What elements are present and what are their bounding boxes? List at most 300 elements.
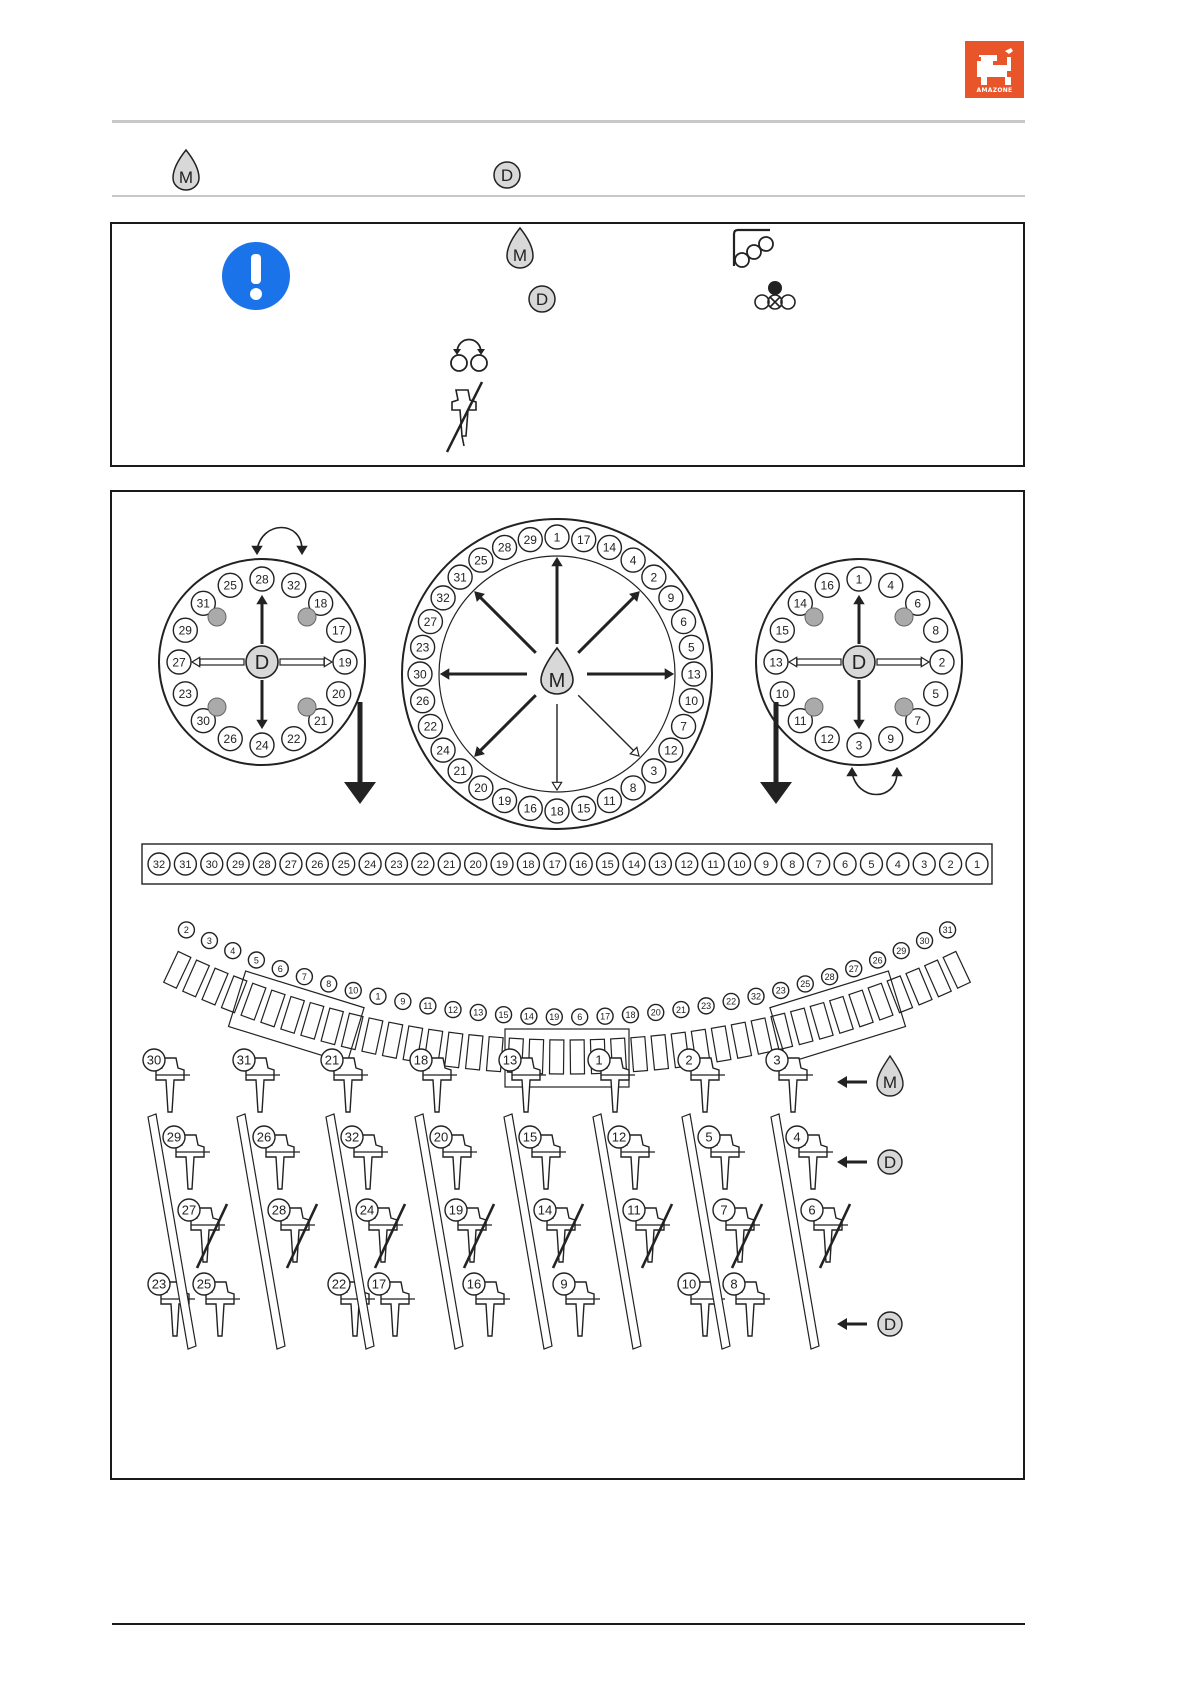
outlet-row-number-label: 1: [973, 858, 981, 871]
arc-number: [345, 982, 361, 998]
outlet-row-number-label: 15: [601, 858, 614, 871]
center-head-outlet-label: 6: [680, 614, 687, 629]
coulter-number-label: 4: [793, 1129, 801, 1145]
coulter-number: [356, 1199, 378, 1221]
right-head-outlet-label: 4: [887, 578, 895, 593]
legend-d-row2-arrow-head: [837, 1156, 847, 1168]
notice-box: [110, 222, 1025, 467]
arc-number-label: 23: [775, 985, 786, 996]
center-head-outlet: [672, 610, 696, 634]
left-closed-outlet: [208, 608, 226, 626]
outlet-row-number: [544, 853, 566, 875]
legend-d-row2-label: D: [883, 1153, 897, 1172]
center-head-outlet: [621, 548, 645, 572]
arc-number: [521, 1008, 537, 1024]
center-head-outlet: [469, 776, 493, 800]
outlet-row-number: [702, 853, 724, 875]
arc-number: [496, 1007, 512, 1023]
outlet-row-number-label: 20: [469, 858, 482, 871]
coulter-number-label: 29: [166, 1129, 182, 1145]
outlet-row-number-label: 17: [548, 858, 561, 871]
distributor-head-diagram: [112, 492, 1023, 1478]
amazone-logo: [965, 41, 1024, 98]
coulter-number: [766, 1049, 788, 1071]
coulter-number: [519, 1126, 541, 1148]
outlet-row-number-label: 8: [789, 858, 796, 871]
coulter-number-label: 8: [730, 1276, 738, 1292]
right-head-outlet: [764, 650, 788, 674]
outlet-row-number: [227, 853, 249, 875]
coulter-number: [608, 1126, 630, 1148]
right-head-outlet: [879, 727, 903, 751]
right-head-outlet-label: 5: [932, 687, 940, 702]
coulter-number-label: 23: [151, 1276, 167, 1292]
right-swap-arrow-a: [847, 768, 856, 776]
center-head-outlet-label: 23: [415, 640, 430, 655]
right-head-outlet-label: 16: [820, 578, 834, 593]
arc-number-label: 26: [872, 955, 883, 966]
right-head-outlet-label: 12: [820, 732, 834, 747]
coulter-number: [368, 1273, 390, 1295]
coulter-number: [723, 1273, 745, 1295]
outlet-row-number: [834, 853, 856, 875]
outlet-row-number: [649, 853, 671, 875]
arc-number: [420, 998, 436, 1014]
outlet-row-number: [280, 853, 302, 875]
left-head-outlet: [327, 618, 351, 642]
left-head-outlet: [218, 573, 242, 597]
coulter-number: [534, 1199, 556, 1221]
coulter-slot: [362, 1018, 383, 1054]
outlet-row-number: [940, 853, 962, 875]
left-head-outlet-label: 31: [196, 596, 210, 611]
outlet-row-number: [570, 853, 592, 875]
coulter-number: [233, 1049, 255, 1071]
center-head-outlet-label: 21: [453, 764, 467, 779]
outlet-row-number-label: 31: [179, 858, 192, 871]
center-head-outlet-label: 8: [629, 781, 637, 796]
right-closed-outlet: [805, 698, 823, 716]
outlet-row-number-label: 16: [575, 858, 588, 871]
legend-d-row4-label: D: [883, 1315, 897, 1334]
coulter-number-label: 15: [522, 1129, 538, 1145]
center-head-outlet-label: 16: [523, 801, 537, 816]
coulter-number-label: 5: [705, 1129, 713, 1145]
outlet-row-number: [913, 853, 935, 875]
center-head-outlet-label: 29: [523, 532, 537, 547]
coulter-number: [588, 1049, 610, 1071]
notice-m-label: M: [512, 246, 528, 265]
right-swap-arrow-b: [892, 768, 901, 776]
arc-number-label: 4: [230, 945, 236, 956]
coulter-slot: [321, 1008, 343, 1044]
swap-outlets-icon: [448, 330, 492, 374]
coulter-number-label: 14: [537, 1202, 553, 1218]
coulter-slot: [751, 1018, 772, 1054]
right-head-outlet-label: 11: [794, 714, 807, 729]
center-head-outlet-label: 13: [687, 667, 701, 682]
arc-number-label: 8: [326, 979, 332, 990]
arc-number: [698, 998, 714, 1014]
outlet-row-number-label: 13: [654, 858, 667, 871]
right-head-outlet-label: 14: [793, 596, 807, 611]
outlet-row-number-label: 19: [495, 858, 509, 871]
coulter-number-label: 30: [146, 1052, 162, 1068]
left-head-outlet-label: 20: [332, 687, 346, 702]
arc-number-label: 6: [277, 963, 283, 974]
center-head-outlet: [679, 689, 703, 713]
legend-d-row2: [878, 1150, 902, 1174]
center-head-outlet: [545, 799, 569, 823]
arc-number-label: 6: [577, 1012, 583, 1023]
legend-m: [877, 1056, 903, 1096]
coulter-number-label: 25: [196, 1276, 212, 1292]
coulter-number: [253, 1126, 275, 1148]
outlet-row-number-label: 5: [868, 858, 875, 871]
coulter-slot: [382, 1022, 402, 1058]
right-head-outlet-label: 10: [775, 687, 789, 702]
left-head-outlet: [173, 618, 197, 642]
center-head-outlet: [518, 796, 542, 820]
right-head-center: [843, 646, 875, 678]
outlet-row-number-label: 11: [707, 858, 719, 871]
coulter-slot: [241, 983, 266, 1020]
coulter-number: [341, 1126, 363, 1148]
left-swap-arrow-a: [252, 546, 261, 554]
coulter-slot: [445, 1032, 463, 1067]
center-head-outlet: [418, 714, 442, 738]
right-head-outlet-label: 7: [914, 714, 922, 729]
center-head-outlet-label: 18: [550, 804, 564, 819]
left-head-outlet-label: 30: [196, 714, 210, 729]
coulter-slot: [731, 1022, 751, 1058]
coulter-number: [410, 1049, 432, 1071]
diagram-box: [110, 490, 1025, 1480]
footer-rule: [112, 1623, 1025, 1625]
coulter-number: [463, 1273, 485, 1295]
right-head-outlet-label: 6: [914, 596, 922, 611]
center-head-outlet: [545, 525, 569, 549]
arc-number: [296, 969, 312, 985]
coulter-number: [786, 1126, 808, 1148]
arc-number-label: 12: [448, 1004, 459, 1015]
arc-number-label: 32: [751, 991, 762, 1002]
arc-number: [893, 943, 909, 959]
right-head-outlet: [770, 618, 794, 642]
coulter-number-label: 11: [627, 1202, 641, 1218]
left-head-outlet: [167, 650, 191, 674]
center-head-outlet-label: 14: [602, 540, 617, 555]
coulter-number: [268, 1199, 290, 1221]
outlet-row-number-label: 12: [680, 858, 693, 871]
coulter-slot: [570, 1040, 584, 1074]
arc-number: [321, 976, 337, 992]
outlet-row-number-label: 24: [363, 858, 377, 871]
arc-number: [870, 952, 886, 968]
coulter-number: [678, 1273, 700, 1295]
outlet-row-number: [306, 853, 328, 875]
outlet-row-number: [174, 853, 196, 875]
outlet-row-number: [465, 853, 487, 875]
coulter-number-label: 10: [681, 1276, 697, 1292]
left-head-outlet-label: 25: [223, 578, 237, 593]
left-closed-outlet: [208, 698, 226, 716]
center-head-outlet-label: 31: [453, 570, 467, 585]
outlet-row-number-label: 30: [205, 858, 218, 871]
outlet-row-number: [148, 853, 170, 875]
left-head-center: [246, 646, 278, 678]
coulter-slot: [791, 1008, 813, 1044]
center-head-outlet-label: 15: [577, 801, 591, 816]
coulter-slot: [281, 997, 305, 1034]
left-head-outlet: [282, 573, 306, 597]
header-rule: [112, 120, 1025, 123]
coulter-slot: [810, 1003, 833, 1040]
center-head-outlet-label: 24: [436, 743, 450, 758]
outlet-row-number-label: 10: [733, 858, 746, 871]
coulter-disabled-icon: [442, 380, 492, 454]
arc-number-label: 5: [253, 955, 259, 966]
outlet-row-number: [597, 853, 619, 875]
center-head-outlet-label: 25: [474, 553, 488, 568]
arc-number-label: 7: [301, 971, 307, 982]
left-closed-outlet: [298, 608, 316, 626]
left-head-center-label: D: [254, 652, 270, 674]
right-swap-arc: [852, 772, 897, 795]
coulter-number-label: 32: [344, 1129, 360, 1145]
left-head-outlet: [282, 727, 306, 751]
center-head-outlet: [448, 565, 472, 589]
arc-number-label: 22: [726, 996, 737, 1007]
right-head-outlet: [815, 727, 839, 751]
left-closed-outlet: [298, 698, 316, 716]
coulter-number: [553, 1273, 575, 1295]
left-head-outlet-label: 32: [287, 578, 301, 593]
left-swap-arc: [257, 528, 302, 551]
center-head-outlet: [448, 759, 472, 783]
coulter-number-label: 19: [448, 1202, 464, 1218]
center-head-outlet: [659, 586, 683, 610]
outlet-row-number-label: 29: [232, 858, 245, 871]
center-head-outlet: [469, 548, 493, 572]
right-head-outlet-label: 13: [769, 655, 783, 670]
coulter-number: [801, 1199, 823, 1221]
arc-number-label: 20: [650, 1007, 661, 1018]
center-head-outlet: [411, 635, 435, 659]
arc-number-label: 15: [498, 1009, 509, 1020]
center-head-outlet: [679, 635, 703, 659]
center-head-outlet: [493, 535, 517, 559]
center-head-outlet: [642, 759, 666, 783]
outlet-row-number: [623, 853, 645, 875]
left-head-outlet-label: 27: [172, 655, 186, 670]
center-head-outlet: [621, 776, 645, 800]
center-head-outlet: [659, 738, 683, 762]
right-head-center-label: D: [851, 652, 867, 674]
coulter-number-label: 18: [413, 1052, 429, 1068]
coulter-number: [178, 1199, 200, 1221]
coulter-number-label: 12: [611, 1129, 627, 1145]
outlet-row-number: [729, 853, 751, 875]
left-head-outlet: [327, 682, 351, 706]
coulter-slot: [651, 1035, 668, 1070]
outlet-row-number: [808, 853, 830, 875]
right-head-outlet: [847, 567, 871, 591]
coulter-slot: [711, 1026, 731, 1062]
arc-number: [572, 1009, 588, 1025]
center-head-outlet: [411, 689, 435, 713]
left-head-outlet-label: 22: [287, 732, 301, 747]
coulter-slot: [849, 990, 873, 1027]
outlet-row-number-label: 7: [815, 858, 822, 871]
coulter-slot: [261, 990, 285, 1027]
arc-number: [940, 922, 956, 938]
center-head-outlet: [418, 610, 442, 634]
outlet-row-number: [359, 853, 381, 875]
center-head-outlet-label: 12: [664, 743, 678, 758]
right-head-outlet-label: 9: [887, 732, 895, 747]
outlet-row-number: [412, 853, 434, 875]
flow-arrow-head: [344, 782, 376, 804]
coulter-number-label: 28: [271, 1202, 287, 1218]
outlet-row-number-label: 4: [894, 858, 901, 871]
center-head-outlet: [431, 738, 455, 762]
center-head-outlet: [431, 586, 455, 610]
header-m-label: M: [178, 168, 194, 187]
left-spoke-right: [280, 659, 324, 665]
coulter-number-label: 22: [331, 1276, 347, 1292]
arc-number-label: 27: [848, 963, 859, 974]
outlet-row-number: [966, 853, 988, 875]
arc-number-label: 2: [183, 925, 189, 936]
attention-icon: [220, 240, 292, 312]
left-head-outlet-label: 24: [255, 738, 269, 753]
right-closed-outlet: [895, 608, 913, 626]
outlet-row-number-label: 2: [947, 858, 954, 871]
center-head-outlet-label: 3: [650, 764, 658, 779]
left-head-outlet-label: 26: [223, 732, 237, 747]
coulter-number: [623, 1199, 645, 1221]
outlet-row-number: [860, 853, 882, 875]
center-head-outlet-label: 30: [413, 667, 427, 682]
outlet-row-number-label: 25: [337, 858, 350, 871]
left-head-outlet: [333, 650, 357, 674]
left-head-outlet-label: 18: [314, 596, 328, 611]
coulter-number-label: 6: [808, 1202, 816, 1218]
center-head-outlet-label: 10: [684, 694, 699, 709]
arc-number: [395, 993, 411, 1009]
arc-number: [622, 1007, 638, 1023]
arc-number: [797, 976, 813, 992]
left-head-outlet-label: 17: [332, 623, 346, 638]
center-head-outlet-label: 28: [497, 540, 512, 555]
outlet-row-number: [333, 853, 355, 875]
outlet-row-number: [781, 853, 803, 875]
center-head-outlet-label: 2: [650, 570, 658, 585]
arc-number-label: 29: [896, 945, 907, 956]
arc-number: [546, 1009, 562, 1025]
coulter-number-label: 31: [236, 1052, 252, 1068]
arc-number-label: 28: [824, 971, 835, 982]
outlet-row-number-label: 23: [390, 858, 403, 871]
outlet-row-number-label: 26: [311, 858, 324, 871]
right-spoke-right: [877, 659, 921, 665]
right-head-outlet-label: 15: [775, 623, 789, 638]
coulter-number-label: 16: [466, 1276, 482, 1292]
coulter-number-label: 7: [720, 1202, 728, 1218]
arc-number: [648, 1004, 664, 1020]
coulter-slot: [466, 1035, 483, 1070]
outlet-row-number: [887, 853, 909, 875]
outlet-row-number: [517, 853, 539, 875]
coulter-number-label: 2: [685, 1052, 693, 1068]
header-symbol-m: [170, 148, 202, 192]
header-separator: [112, 195, 1025, 197]
outlet-row-number-label: 22: [416, 858, 429, 871]
right-closed-outlet: [895, 698, 913, 716]
legend-d-row4: [878, 1312, 902, 1336]
closed-outlet-icon: [750, 280, 800, 312]
coulter-number-label: 13: [502, 1052, 518, 1068]
legend-m-label: M: [882, 1073, 898, 1092]
arc-number-label: 21: [675, 1004, 686, 1015]
left-head-outlet: [250, 733, 274, 757]
header-d-label: D: [500, 166, 514, 185]
arc-number: [846, 961, 862, 977]
coulter-number: [713, 1199, 735, 1221]
center-head-outlet-label: 32: [436, 591, 450, 606]
right-head-outlet-label: 2: [938, 655, 946, 670]
right-head-outlet: [924, 618, 948, 642]
outlet-row-number-label: 32: [152, 858, 166, 871]
center-head-outlet-label: 27: [423, 614, 438, 629]
right-head-outlet: [847, 733, 871, 757]
coulter-number-label: 20: [433, 1129, 449, 1145]
arc-number-label: 25: [800, 979, 811, 990]
coulter-number: [193, 1273, 215, 1295]
arc-number-label: 10: [348, 985, 359, 996]
outlet-row-number-label: 27: [284, 858, 298, 871]
center-head-outlet: [597, 535, 621, 559]
right-closed-outlet: [805, 608, 823, 626]
notice-symbol-d: [527, 284, 557, 314]
left-head-outlet-label: 21: [314, 714, 328, 729]
coulter-number: [143, 1049, 165, 1071]
center-head-outlet: [642, 565, 666, 589]
center-head-outlet-label: 9: [667, 591, 675, 606]
outlet-row-number: [676, 853, 698, 875]
notice-d-label: D: [535, 290, 549, 309]
outlet-row-number: [254, 853, 276, 875]
outlet-row-number-label: 21: [443, 858, 456, 871]
arc-number: [272, 961, 288, 977]
flow-arrow-head: [760, 782, 792, 804]
left-spoke-left: [200, 659, 244, 665]
brand-name: AMAZONE: [976, 87, 1013, 94]
left-head-outlet-label: 23: [178, 687, 192, 702]
center-head-outlet: [518, 528, 542, 552]
arc-number: [470, 1004, 486, 1020]
coulter-number: [148, 1273, 170, 1295]
outlet-row-number: [385, 853, 407, 875]
coulter-slot: [830, 997, 854, 1034]
coulter-number-label: 3: [773, 1052, 781, 1068]
coulter-number: [678, 1049, 700, 1071]
center-head-outlet-label: 26: [415, 694, 430, 709]
center-head-outlet: [682, 662, 706, 686]
center-head-center-label: M: [548, 670, 566, 692]
legend-m-arrow-head: [837, 1076, 847, 1088]
